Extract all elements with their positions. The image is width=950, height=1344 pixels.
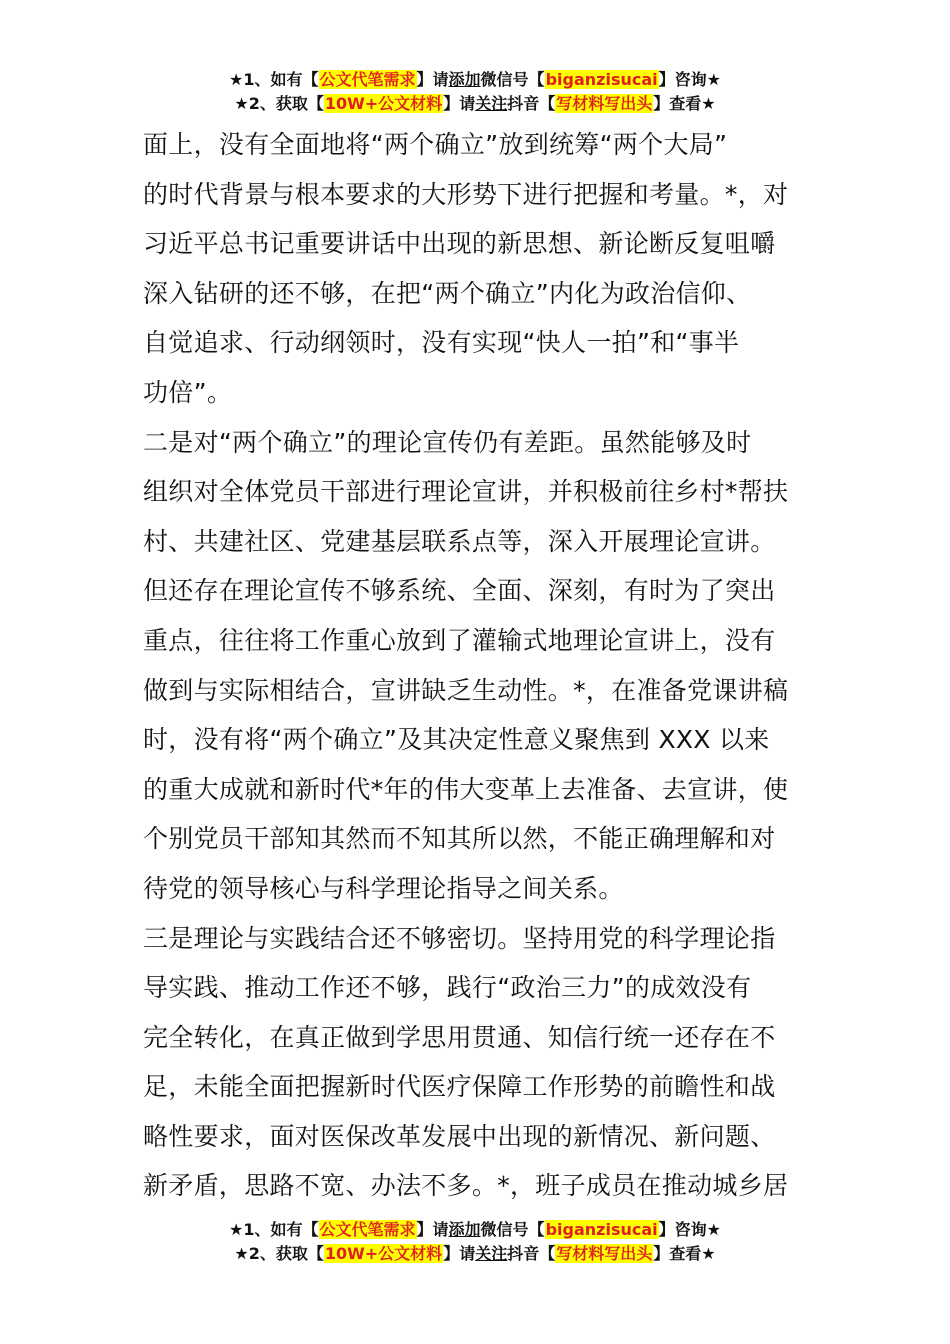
highlight-materials: 10W+公文材料 (324, 94, 443, 113)
document-body (143, 120, 813, 1211)
text-line: 待党的领导核心与科学理论指导之间关系。 (143, 873, 624, 903)
text-line: 深入钻研的还不够，在把“两个确立”内化为政治信仰、 (143, 278, 752, 308)
text-line: 略性要求，面对医保改革发展中出现的新情况、新问题、 (143, 1121, 776, 1151)
banner-bottom (0, 1218, 950, 1266)
text-line: 村、共建社区、党建基层联系点等，深入开展理论宣讲。 (143, 526, 776, 556)
text-line: 个别党员干部知其然而不知其所以然，不能正确理解和对 (143, 824, 776, 854)
banner-top (0, 68, 950, 116)
text-line: 三是理论与实践结合还不够密切。坚持用党的科学理论指 (143, 923, 776, 953)
text-line: 时，没有将“两个确立”及其决定性意义聚焦到 XXX 以来 (143, 725, 770, 755)
paragraph-1 (143, 120, 813, 418)
text-line: 做到与实际相结合，宣讲缺乏生动性。*，在准备党课讲稿 (143, 675, 789, 705)
text-line: 功倍”。 (143, 377, 233, 407)
text-line: 完全转化，在真正做到学思用贯通、知信行统一还存在不 (143, 1022, 776, 1052)
text-line: 面上，没有全面地将“两个确立”放到统筹“两个大局” (143, 130, 728, 159)
douyin-account: 写材料写出头 (556, 94, 653, 113)
paragraph-3 (143, 914, 813, 1212)
text-line: 重点，往往将工作重心放到了灌输式地理论宣讲上，没有 (143, 625, 776, 655)
text-line: 习近平总书记重要讲话中出现的新思想、新论断反复咀嚼 (143, 229, 776, 259)
banner-line-2: ★2、获取【10W+公文材料】请关注抖音【写材料写出头】查看★ (234, 1244, 716, 1263)
text-line: 导实践、推动工作还不够，践行“政治三力”的成效没有 (143, 973, 752, 1003)
text-line: 的重大成就和新时代*年的伟大变革上去准备、去宣讲，使 (143, 774, 789, 804)
banner-line-2: ★2、获取【10W+公文材料】请关注抖音【写材料写出头】查看★ (234, 94, 716, 113)
douyin-account: 写材料写出头 (556, 1244, 653, 1263)
highlight-service: 公文代笔需求 (319, 1220, 416, 1239)
banner-line-1: ★1、如有【公文代笔需求】请添加微信号【biganzisucai】咨询★ (229, 1220, 721, 1239)
text-line: 新矛盾，思路不宽、办法不多。*，班子成员在推动城乡居 (143, 1171, 789, 1201)
text-line: 足，未能全面把握新时代医疗保障工作形势的前瞻性和战 (143, 1072, 776, 1102)
banner-line-1: ★1、如有【公文代笔需求】请添加微信号【biganzisucai】咨询★ (229, 70, 721, 89)
text-line: 自觉追求、行动纲领时，没有实现“快人一拍”和“事半 (143, 328, 740, 358)
text-line: 的时代背景与根本要求的大形势下进行把握和考量。*，对 (143, 179, 789, 209)
highlight-materials: 10W+公文材料 (324, 1244, 443, 1263)
paragraph-2 (143, 418, 813, 914)
wechat-id: biganzisucai (545, 1220, 658, 1239)
text-line: 组织对全体党员干部进行理论宣讲，并积极前往乡村*帮扶 (143, 477, 789, 507)
text-line: 但还存在理论宣传不够系统、全面、深刻，有时为了突出 (143, 576, 776, 606)
text-line: 二是对“两个确立”的理论宣传仍有差距。虽然能够及时 (143, 427, 752, 457)
highlight-service: 公文代笔需求 (319, 70, 416, 89)
wechat-id: biganzisucai (545, 70, 658, 89)
